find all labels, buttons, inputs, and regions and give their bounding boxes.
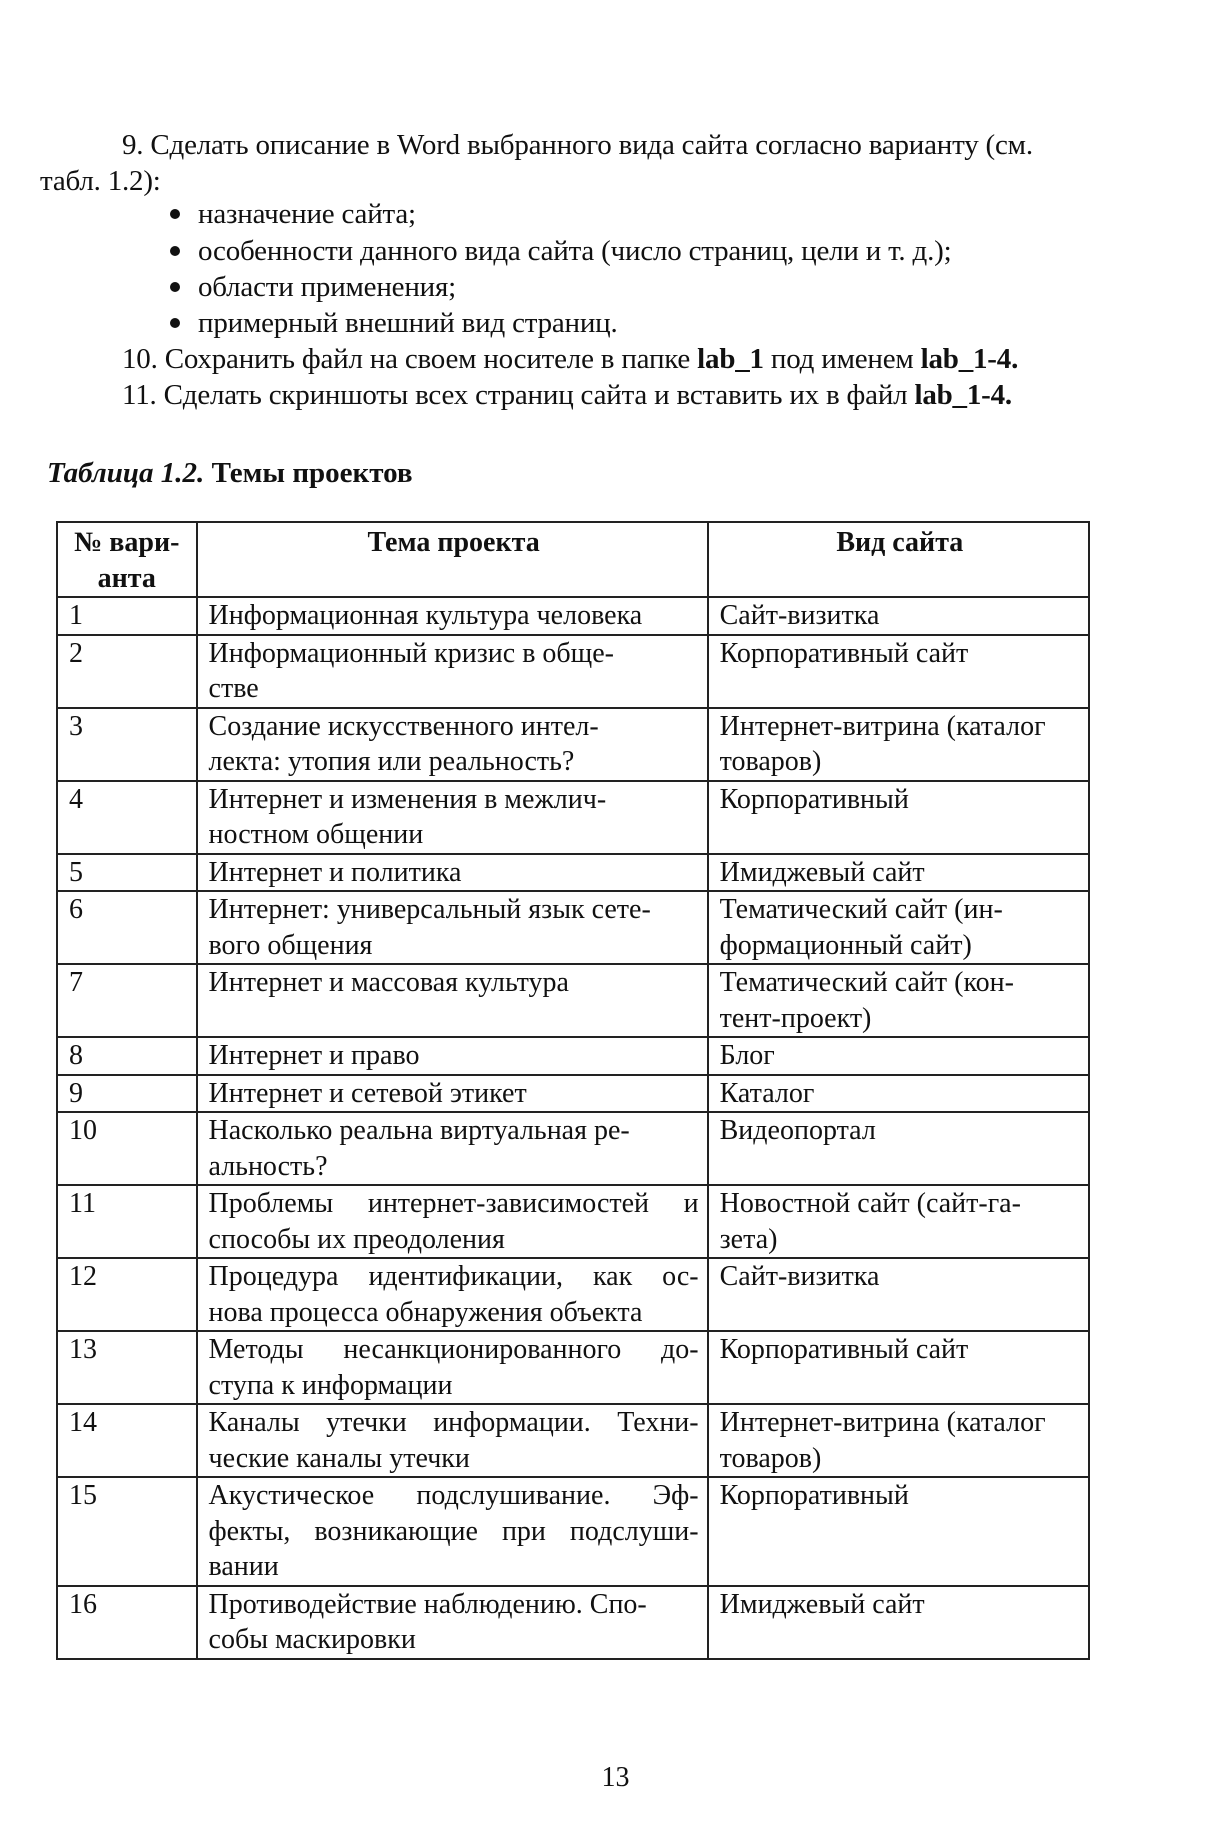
cell-site-type-line: Блог — [719, 1040, 775, 1071]
cell-site-type — [708, 635, 1089, 708]
page-number: 13 — [601, 1762, 630, 1793]
cell-site-type — [708, 1404, 1089, 1477]
cell-site-type — [708, 1477, 1089, 1586]
table-row — [57, 964, 1089, 1037]
cell-topic-line: Проблемы интернет-зависимостей и — [208, 1188, 699, 1219]
cell-topic — [197, 1477, 708, 1586]
bullet-text: области применения; — [198, 271, 456, 303]
cell-site-type — [708, 1258, 1089, 1331]
item-10-text-middle: под именем — [763, 343, 921, 375]
item-10-text: 10. Сохранить файл на своем носителе в папке — [122, 343, 698, 375]
bullet-icon — [170, 246, 180, 256]
cell-site-type-line: тент-проект) — [719, 1002, 872, 1034]
cell-site-type-line: зета) — [719, 1223, 778, 1255]
cell-topic-line: Информационный кризис в обще- — [208, 637, 614, 669]
cell-topic-line: Информационная культура человека — [208, 600, 643, 631]
header-site-type: Вид сайта — [708, 522, 1089, 597]
cell-site-type-line: Сайт-визитка — [719, 600, 880, 631]
cell-topic-line: Интернет и политика — [208, 856, 462, 888]
cell-site-type-line: Видеопортал — [719, 1115, 876, 1146]
table-row — [57, 781, 1089, 854]
cell-topic-line: Интернет и изменения в межлич- — [208, 783, 607, 815]
cell-site-type-line: Тематический сайт (ин- — [719, 894, 1003, 925]
bullet-text: назначение сайта; — [198, 198, 416, 230]
bullet-text: особенности данного вида сайта (число страниц, цели и т. д.); — [198, 235, 952, 267]
cell-topic — [197, 854, 708, 892]
cell-topic — [197, 1112, 708, 1185]
header-variant-number — [57, 522, 197, 597]
item-11 — [122, 377, 1012, 413]
cell-topic-line: фекты, возникающие при подслуши- — [208, 1515, 699, 1547]
cell-topic-line: нова процесса обнаружения объекта — [208, 1296, 643, 1328]
cell-topic-line: собы маскировки — [208, 1624, 416, 1655]
bullet-icon — [170, 282, 180, 292]
cell-topic — [197, 708, 708, 781]
cell-variant-number: 6 — [57, 891, 197, 964]
cell-site-type-line: Интернет-витрина (каталог — [719, 710, 1046, 742]
cell-topic-line: Интернет и массовая культура — [208, 967, 569, 998]
table-row — [57, 1477, 1089, 1586]
cell-topic — [197, 781, 708, 854]
cell-site-type-line: Новостной сайт (сайт-га- — [719, 1188, 1021, 1219]
header-line: № вари- — [74, 527, 180, 558]
cell-site-type — [708, 964, 1089, 1037]
cell-topic-line: ступа к информации — [208, 1369, 453, 1401]
cell-variant-number: 8 — [57, 1037, 197, 1075]
table-caption-title: Темы проектов — [204, 457, 413, 489]
cell-site-type-line: Интернет-витрина (каталог — [719, 1407, 1046, 1438]
table-row — [57, 635, 1089, 708]
cell-topic-line: Создание искусственного интел- — [208, 710, 599, 742]
cell-topic-line: вого общения — [208, 929, 373, 961]
item-10 — [122, 341, 1018, 377]
cell-variant-number: 3 — [57, 708, 197, 781]
table-row — [57, 1075, 1089, 1113]
cell-topic — [197, 1331, 708, 1404]
bullet-icon — [170, 209, 180, 219]
cell-topic-line: Методы несанкционированного до- — [208, 1334, 699, 1365]
cell-variant-number: 14 — [57, 1404, 197, 1477]
cell-site-type-line: товаров) — [719, 1442, 822, 1474]
cell-site-type-line: Имиджевый сайт — [719, 1588, 925, 1620]
table-row — [57, 1331, 1089, 1404]
cell-topic-line: Интернет и сетевой этикет — [208, 1077, 527, 1109]
cell-topic — [197, 1404, 708, 1477]
cell-topic — [197, 1075, 708, 1113]
cell-variant-number: 13 — [57, 1331, 197, 1404]
cell-site-type-line: Имиджевый сайт — [719, 856, 925, 888]
cell-site-type — [708, 1037, 1089, 1075]
cell-site-type-line: Сайт-визитка — [719, 1261, 880, 1292]
cell-topic-line: Противодействие наблюдению. Спо- — [208, 1588, 647, 1620]
cell-topic — [197, 597, 708, 635]
cell-topic-line: альность? — [208, 1150, 328, 1182]
cell-topic-line: Интернет и право — [208, 1040, 420, 1071]
cell-topic — [197, 1185, 708, 1258]
table-caption-label: Таблица 1.2. — [47, 457, 205, 489]
cell-site-type — [708, 1331, 1089, 1404]
cell-topic — [197, 635, 708, 708]
cell-site-type — [708, 1586, 1089, 1659]
folder-name: lab_1 — [697, 343, 764, 375]
table-row — [57, 1112, 1089, 1185]
cell-site-type — [708, 708, 1089, 781]
cell-site-type — [708, 1112, 1089, 1185]
cell-topic-line: Интернет: универсальный язык сете- — [208, 894, 651, 925]
table-row — [57, 854, 1089, 892]
bullet-text: примерный внешний вид страниц. — [198, 307, 618, 339]
cell-topic — [197, 1037, 708, 1075]
cell-site-type-line: Тематический сайт (кон- — [719, 967, 1014, 998]
cell-variant-number: 16 — [57, 1586, 197, 1659]
cell-variant-number: 15 — [57, 1477, 197, 1586]
cell-site-type-line: Корпоративный сайт — [719, 1334, 969, 1365]
cell-site-type — [708, 1075, 1089, 1113]
cell-topic — [197, 1586, 708, 1659]
cell-variant-number: 11 — [57, 1185, 197, 1258]
cell-topic-line: Процедура идентификации, как ос- — [208, 1261, 699, 1292]
cell-topic — [197, 891, 708, 964]
cell-topic-line: стве — [208, 673, 259, 704]
table-row — [57, 708, 1089, 781]
table-row — [57, 1586, 1089, 1659]
cell-topic-line: Акустическое подслушивание. Эф- — [208, 1480, 699, 1511]
cell-variant-number: 12 — [57, 1258, 197, 1331]
cell-site-type-line: формационный сайт) — [719, 929, 972, 961]
cell-site-type-line: Корпоративный сайт — [719, 637, 969, 669]
project-topics-table — [56, 521, 1090, 1660]
table-body — [57, 597, 1089, 1659]
table-header-row — [57, 522, 1089, 597]
cell-topic-line: способы их преодоления — [208, 1223, 505, 1255]
cell-topic-line: лекта: утопия или реальность? — [208, 746, 575, 777]
cell-site-type-line: Каталог — [719, 1077, 815, 1109]
cell-variant-number: 5 — [57, 854, 197, 892]
cell-variant-number: 4 — [57, 781, 197, 854]
cell-site-type-line: Корпоративный — [719, 1480, 909, 1511]
cell-site-type — [708, 597, 1089, 635]
cell-topic — [197, 964, 708, 1037]
cell-site-type — [708, 891, 1089, 964]
table-row — [57, 1258, 1089, 1331]
table-row — [57, 1037, 1089, 1075]
cell-topic-line: вании — [208, 1551, 279, 1582]
file-name: lab_1-4. — [920, 343, 1019, 375]
bullet-icon — [170, 318, 180, 328]
file-name: lab_1-4. — [914, 379, 1012, 411]
cell-topic — [197, 1258, 708, 1331]
item-9-line-1: 9. Сделать описание в Word выбранного вида сайта согласно варианту (см. — [122, 129, 1033, 161]
cell-variant-number: 2 — [57, 635, 197, 708]
cell-site-type — [708, 1185, 1089, 1258]
cell-site-type — [708, 781, 1089, 854]
cell-variant-number: 7 — [57, 964, 197, 1037]
cell-topic-line: Каналы утечки информации. Техни- — [208, 1407, 699, 1438]
cell-variant-number: 9 — [57, 1075, 197, 1113]
table-row — [57, 1404, 1089, 1477]
table-row — [57, 1185, 1089, 1258]
cell-topic-line: Насколько реальна виртуальная ре- — [208, 1115, 630, 1146]
cell-variant-number: 10 — [57, 1112, 197, 1185]
table-row — [57, 597, 1089, 635]
item-11-text: 11. Сделать скриншоты всех страниц сайта и вставить их в файл — [122, 379, 915, 411]
header-topic: Тема проекта — [197, 522, 708, 597]
cell-site-type-line: Корпоративный — [719, 783, 909, 815]
table-row — [57, 891, 1089, 964]
cell-site-type — [708, 854, 1089, 892]
table-caption — [47, 455, 413, 491]
cell-topic-line: ностном общении — [208, 819, 424, 850]
cell-variant-number: 1 — [57, 597, 197, 635]
item-9-line-2: табл. 1.2): — [40, 165, 161, 197]
header-line: анта — [97, 562, 156, 594]
cell-site-type-line: товаров) — [719, 746, 822, 777]
cell-topic-line: ческие каналы утечки — [208, 1442, 470, 1474]
